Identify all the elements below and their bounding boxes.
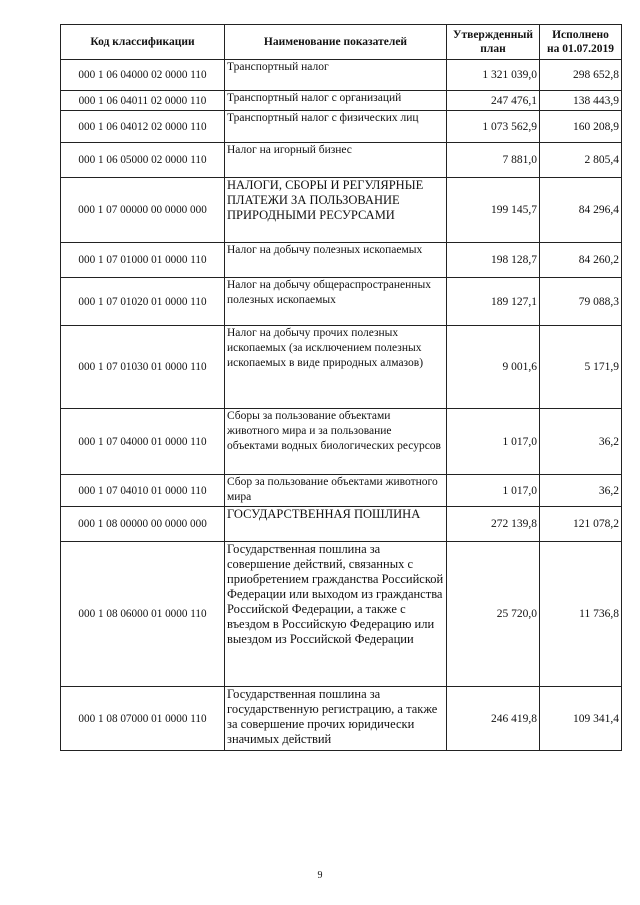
row-code: 000 1 06 05000 02 0000 110 — [61, 143, 225, 178]
row-done: 84 296,4 — [540, 178, 622, 243]
row-code: 000 1 07 01000 01 0000 110 — [61, 243, 225, 278]
header-done-line1: Исполнено — [552, 29, 609, 41]
row-done: 84 260,2 — [540, 243, 622, 278]
row-done: 109 341,4 — [540, 687, 622, 751]
row-done: 2 805,4 — [540, 143, 622, 178]
row-plan: 1 321 039,0 — [447, 60, 540, 91]
row-done: 5 171,9 — [540, 326, 622, 409]
row-name: Государственная пошлина за государственную регистрацию, а также за совершение прочих юридически значимых действий — [225, 687, 447, 751]
header-name: Наименование показателей — [225, 25, 447, 60]
table-row — [61, 326, 622, 409]
row-plan: 1 017,0 — [447, 409, 540, 475]
row-name: НАЛОГИ, СБОРЫ И РЕГУЛЯРНЫЕ ПЛАТЕЖИ ЗА ПОЛЬЗОВАНИЕ ПРИРОДНЫМИ РЕСУРСАМИ — [225, 178, 447, 243]
table-row — [61, 409, 622, 475]
table-row — [61, 143, 622, 178]
header-plan — [447, 25, 540, 60]
row-name: Сборы за пользование объектами животного мира и за пользование объектами водных биологических ресурсов — [225, 409, 447, 475]
table-row — [61, 687, 622, 751]
header-done-line2: на 01.07.2019 — [546, 43, 614, 55]
row-plan: 198 128,7 — [447, 243, 540, 278]
row-code: 000 1 07 04010 01 0000 110 — [61, 475, 225, 507]
table-row — [61, 507, 622, 542]
row-plan: 199 145,7 — [447, 178, 540, 243]
row-plan: 272 139,8 — [447, 507, 540, 542]
row-name: Сбор за пользование объектами животного мира — [225, 475, 447, 507]
row-plan: 246 419,8 — [447, 687, 540, 751]
budget-table — [60, 24, 622, 751]
row-plan: 1 017,0 — [447, 475, 540, 507]
table-header-row — [61, 25, 622, 60]
row-done: 138 443,9 — [540, 91, 622, 111]
table-row — [61, 111, 622, 143]
table-row — [61, 243, 622, 278]
row-code: 000 1 08 06000 01 0000 110 — [61, 542, 225, 687]
row-code: 000 1 07 04000 01 0000 110 — [61, 409, 225, 475]
row-name: Налог на добычу прочих полезных ископаемых (за исключением полезных ископаемых в виде природных алмазов) — [225, 326, 447, 409]
row-plan: 25 720,0 — [447, 542, 540, 687]
row-done: 11 736,8 — [540, 542, 622, 687]
row-code: 000 1 08 00000 00 0000 000 — [61, 507, 225, 542]
table-row — [61, 178, 622, 243]
row-done: 79 088,3 — [540, 278, 622, 326]
row-code: 000 1 07 01020 01 0000 110 — [61, 278, 225, 326]
row-code: 000 1 07 00000 00 0000 000 — [61, 178, 225, 243]
row-code: 000 1 07 01030 01 0000 110 — [61, 326, 225, 409]
row-done: 36,2 — [540, 409, 622, 475]
header-plan-line2: план — [480, 43, 506, 55]
row-name: Транспортный налог с организаций — [225, 91, 447, 111]
row-name: Транспортный налог с физических лиц — [225, 111, 447, 143]
row-plan: 247 476,1 — [447, 91, 540, 111]
row-plan: 7 881,0 — [447, 143, 540, 178]
header-code: Код классификации — [61, 25, 225, 60]
row-code: 000 1 06 04011 02 0000 110 — [61, 91, 225, 111]
row-name: Транспортный налог — [225, 60, 447, 91]
row-plan: 189 127,1 — [447, 278, 540, 326]
row-plan: 9 001,6 — [447, 326, 540, 409]
row-name: Государственная пошлина за совершение действий, связанных с приобретением гражданства Российской Федерации или выходом из гражданства Российской Федерации, а также с въездом в Российскую Федерацию или выездом из Российской Федерации — [225, 542, 447, 687]
header-done — [540, 25, 622, 60]
row-name: Налог на добычу общераспространенных полезных ископаемых — [225, 278, 447, 326]
row-plan: 1 073 562,9 — [447, 111, 540, 143]
row-name: Налог на игорный бизнес — [225, 143, 447, 178]
table-row — [61, 60, 622, 91]
row-done: 160 208,9 — [540, 111, 622, 143]
row-code: 000 1 08 07000 01 0000 110 — [61, 687, 225, 751]
row-code: 000 1 06 04012 02 0000 110 — [61, 111, 225, 143]
row-name: ГОСУДАРСТВЕННАЯ ПОШЛИНА — [225, 507, 447, 542]
page-number: 9 — [317, 870, 323, 881]
table-row — [61, 542, 622, 687]
row-code: 000 1 06 04000 02 0000 110 — [61, 60, 225, 91]
table-row — [61, 278, 622, 326]
table-row — [61, 475, 622, 507]
row-done: 121 078,2 — [540, 507, 622, 542]
table-row — [61, 91, 622, 111]
header-plan-line1: Утвержденный — [453, 29, 533, 41]
row-done: 36,2 — [540, 475, 622, 507]
row-name: Налог на добычу полезных ископаемых — [225, 243, 447, 278]
row-done: 298 652,8 — [540, 60, 622, 91]
